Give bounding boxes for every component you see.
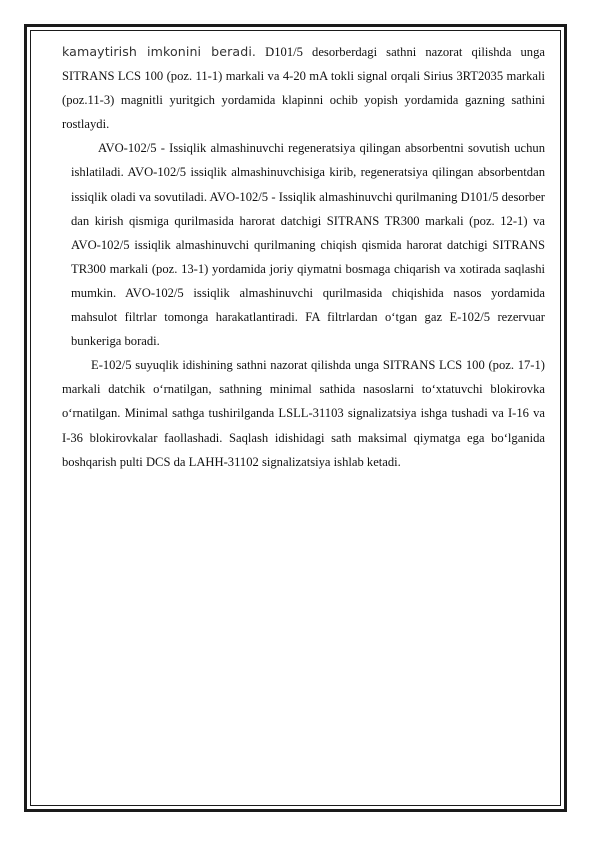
paragraph-desorber-level bbox=[62, 40, 545, 136]
document-body bbox=[62, 40, 545, 474]
paragraph-tank-level: E-102/5 suyuqlik idishining sathni nazorat qilishda unga SITRANS LCS 100 (poz. 17-1) markali datchik o‘rnatilgan, sathning minimal sathida nasoslarni to‘xtatuvchi blokirovka o‘rnatilgan. Minimal sathga tushirilganda LSLL-31103 signalizatsiya ishga tushadi va I-16 va I-36 blokirovkalar faollashadi. Saqlash idishidagi sath maksimal qiymatga ega bo‘lganida boshqarish pulti DCS da LAHH-31102 signalizatsiya ishlab ketadi. bbox=[62, 358, 545, 469]
continuation-phrase: kamaytirish imkonini beradi. bbox=[62, 44, 257, 59]
paragraph-text: D101/5 desorberdagi sathni nazorat qilishda unga SITRANS LCS 100 (poz. 11-1) markali va 4-20 mA tokli signal orqali Sirius 3RT2035 markali (poz.11-3) magnitli yuritgich yordamida klapinni ochib yopish yordamida gazning sathini rostlaydi. bbox=[62, 45, 545, 132]
paragraph-heat-exchanger: AVO-102/5 - Issiqlik almashinuvchi regeneratsiya qilingan absorbentni sovutish uchun ishlatiladi. AVO-102/5 issiqlik almashinuvchisiga kirib, regeneratsiya qilingan absorbentdan issiqlik oladi va sovutiladi. AVO-102/5 - Issiqlik almashinuvchi qurilmaning D101/5 desorber dan kirish qismiga qurilmasida harorat datchigi SITRANS TR300 markali (poz. 12-1) va AVO-102/5 issiqlik almashinuvchi qurilmaning chiqish qismida harorat datchigi SITRANS TR300 markali (poz. 13-1) yordamida joriy qiymatni bosmaga chiqarish va xotirada saqlashi mumkin. AVO-102/5 issiqlik almashinuvchi qurilmasida chiqishida nasos yordamida mahsulot filtrlar tomonga harakatlantiradi. FA filtrlardan o‘tgan gaz E-102/5 rezervuar bunkeriga boradi. bbox=[71, 141, 545, 349]
